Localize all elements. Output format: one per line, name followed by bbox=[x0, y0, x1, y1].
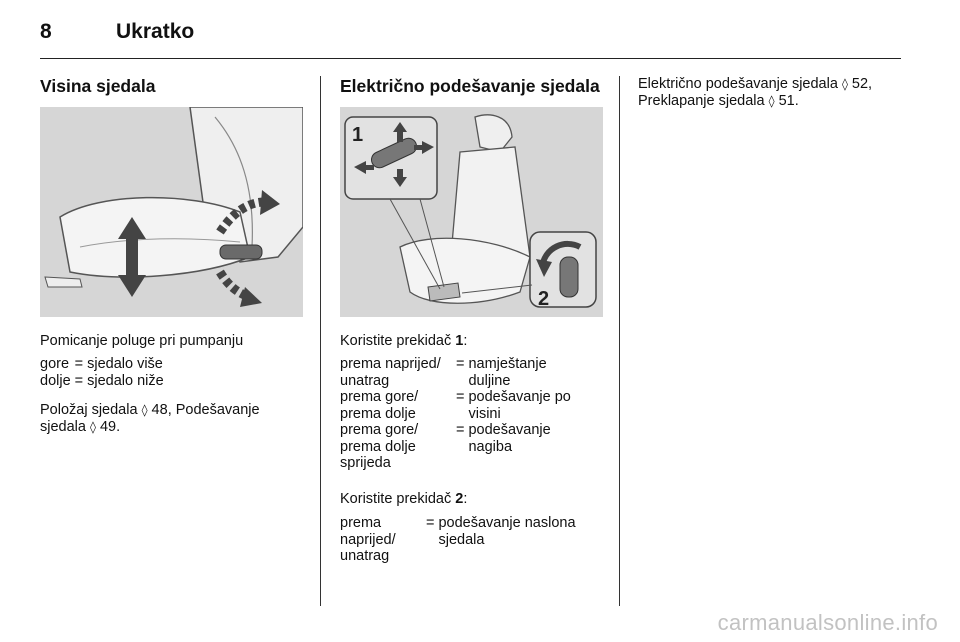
section-heading-seat-height: Visina sjedala bbox=[40, 76, 156, 96]
cross-reference-icon: ◊ bbox=[89, 420, 96, 434]
definition-desc: podešavanje nagiba bbox=[468, 422, 551, 455]
switch-number: 1 bbox=[455, 333, 464, 349]
definition-desc: sjedalo više bbox=[87, 356, 163, 372]
switch-1-intro bbox=[340, 333, 467, 350]
page-reference[interactable]: 52 bbox=[851, 76, 869, 92]
page-header bbox=[40, 20, 194, 44]
column-divider-2 bbox=[619, 76, 620, 606]
equals-sign: = bbox=[426, 515, 435, 531]
definition-desc: sjedalo niže bbox=[87, 372, 164, 389]
reference-text: Položaj sjedala bbox=[40, 402, 142, 418]
definition-row bbox=[40, 373, 164, 390]
equals-sign: = bbox=[74, 372, 84, 389]
equals-sign: = bbox=[456, 389, 465, 405]
definition-desc: namještanje duljine bbox=[468, 356, 547, 389]
caption-pump-lever: Pomicanje poluge pri pumpanju bbox=[40, 333, 244, 349]
definition-term: prema naprijed/ unatrag bbox=[340, 515, 396, 564]
cross-reference-icon: ◊ bbox=[141, 403, 148, 417]
definitions-switch-2 bbox=[340, 515, 598, 565]
cross-reference-icon: ◊ bbox=[768, 94, 775, 108]
figure-label-2: 2 bbox=[538, 288, 550, 310]
definition-desc: podešavanje po visini bbox=[468, 389, 571, 422]
column-electric-seat bbox=[340, 76, 603, 97]
seat-height-illustration bbox=[40, 107, 303, 317]
page-reference[interactable]: 49 bbox=[99, 419, 117, 435]
intro-text: Koristite prekidač bbox=[340, 333, 456, 349]
definitions-seat-height bbox=[40, 356, 164, 389]
column-related-references bbox=[638, 76, 901, 110]
definition-row bbox=[340, 515, 598, 565]
equals-sign: = bbox=[456, 422, 465, 438]
definition-row bbox=[340, 356, 588, 389]
reference-text: Električno podešavanje sjedala bbox=[638, 76, 842, 92]
definition-desc: podešavanje naslona sjedala bbox=[438, 515, 576, 548]
watermark: carmanualsonline.info bbox=[717, 610, 938, 635]
definition-row bbox=[340, 389, 588, 422]
reference-text: . bbox=[116, 419, 121, 435]
definition-term: prema gore/ prema dolje bbox=[340, 389, 419, 422]
page-reference[interactable]: 48 bbox=[151, 402, 168, 418]
definition-term: dolje bbox=[40, 372, 71, 389]
definition-row bbox=[340, 422, 588, 472]
reference-text: , Preklapanje sjedala bbox=[638, 76, 873, 109]
page-reference[interactable]: 51 bbox=[778, 93, 795, 109]
page-title: Ukratko bbox=[116, 20, 195, 43]
column-divider-1 bbox=[320, 76, 321, 606]
definition-term: prema naprijed/ unatrag bbox=[340, 356, 441, 389]
definition-term: prema gore/ prema dolje sprijeda bbox=[340, 422, 419, 471]
section-heading-electric-seat: Električno podešavanje sjedala bbox=[340, 76, 600, 96]
figure-label-1: 1 bbox=[352, 124, 364, 146]
reference-text: , Podešavanje sjedala bbox=[40, 402, 260, 435]
header-rule bbox=[40, 58, 901, 59]
seat-height-references bbox=[40, 402, 303, 436]
intro-text: Koristite prekidač bbox=[340, 491, 456, 507]
definitions-switch-1 bbox=[340, 356, 588, 472]
page-number: 8 bbox=[40, 20, 52, 43]
definition-row bbox=[40, 356, 164, 373]
equals-sign: = bbox=[456, 356, 465, 372]
reference-text: . bbox=[794, 93, 799, 109]
equals-sign: = bbox=[74, 356, 84, 372]
switch-number: 2 bbox=[455, 491, 464, 507]
switch-2-intro bbox=[340, 491, 467, 508]
intro-suffix: : bbox=[463, 333, 468, 349]
intro-suffix: : bbox=[463, 491, 468, 507]
column-seat-height bbox=[40, 76, 303, 97]
cross-reference-icon: ◊ bbox=[841, 77, 848, 91]
definition-term: gore bbox=[40, 356, 70, 372]
electric-seat-illustration bbox=[340, 107, 603, 317]
